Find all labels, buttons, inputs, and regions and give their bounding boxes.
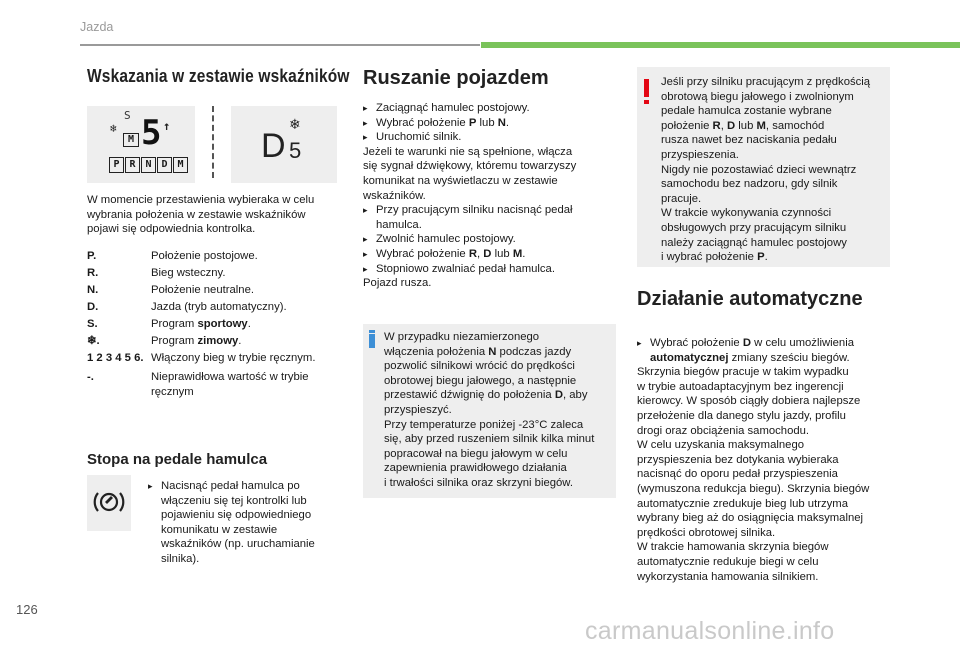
legend-row: -. Nieprawidłowa wartość w trybie ręcznym xyxy=(87,371,309,398)
bullet-icon: ▸ xyxy=(363,205,368,216)
bullet-icon: ▸ xyxy=(363,132,368,143)
warning-text: Jeśli przy silniku pracującym z prędkością obrotową biegu jałowego i zwolnionym pedale hamulca zostanie wybrane położenie R, D lub M, samochód rusza nawet bez naciskania pedału przyspieszenia. Nigdy nie pozostawiać dzieci wewnątrz samochodu bez nadzoru, gdy silnik pracuje. W trakcie wykonywania czynności obsługowych przy pracującym silniku należy zaciągnąć hamulec postojowy i wybrać położenie P. xyxy=(661,76,871,264)
bullet-icon: ▸ xyxy=(363,117,368,128)
automatic-text: ▸ Wybrać położenie D w celu umożliwienia automatycznej zmiany sześciu biegów. Skrzynia biegów pracuje w takim wypadku w trybie autoadaptacyjnym bez ingerencji kierowcy. W sposób ciągły dobiera najlepsze przełożenie dla danego stylu jazdy, profilu drogi oraz obciążenia samochodu. W celu uzyskania maksymalnego przyspieszenia bez dotykania wybieraka nacisnąć do oporu pedał przyspieszenia (wymuszona redukcja biegu). Skrzynia biegów automatycznie zredukuje bieg lub utrzyma wybrany bieg aż do osiągnięcia maksymalnej prędkości obrotowej silnika. W trakcie hamowania skrzynia biegów automatycznie redukuje biegi w celu wykorzystania hamowania silnikiem. xyxy=(637,337,870,583)
upshift-arrow-icon: ↑ xyxy=(163,119,171,133)
brake-indicator-panel xyxy=(87,475,131,531)
bullet-icon: ▸ xyxy=(363,234,368,245)
section-label: Jazda xyxy=(80,20,114,34)
info-text: W przypadku niezamierzonego włączenia położenia N podczas jazdy pozwolić silnikowi wrócić do prędkości obrotowej biegu jałowego, a następnie przestawić dźwignię do położenia D, aby przyspieszyć. Przy temperaturze poniżej -23°C zaleca się, aby przed ruszeniem silnik kilka minut popracował na biegu jałowym w celu zapewnienia prawidłowego działania i trwałości silnika oraz skrzyni biegów. xyxy=(384,331,595,489)
header-divider xyxy=(80,44,480,46)
gear-letter: N xyxy=(141,157,156,173)
snowflake-icon: ❄ xyxy=(110,122,117,135)
brake-instructions: ▸ Nacisnąć pedał hamulca po włączeniu się tej kontrolki lub pojawieniu się odpowiedniego komunikatu w zestawie wskaźników (np. uruchamianie silnika). xyxy=(148,480,315,565)
drive-gear-digit: 5 xyxy=(289,138,302,163)
section-title-indicators: Wskazania w zestawie wskaźników xyxy=(87,66,350,86)
watermark: carmanualsonline.info xyxy=(585,617,835,645)
drive-letter: D xyxy=(261,127,286,165)
starting-steps: ▸ Zaciągnąć hamulec postojowy. ▸ Wybrać położenie P lub N. ▸ Uruchomić silnik. Jeżeli te warunki nie są spełnione, włącza się sygnał dźwiękowy, któremu towarzyszy komunikat na wyświetlaczu w zestawie wskaźników. ▸ Przy pracującym silniku nacisnąć pedał hamulca. ▸ Zwolnić hamulec postojowy. ▸ Wybrać położenie R, D lub M. ▸ Stopniowo zwalniać pedał hamulca. Pojazd rusza. xyxy=(363,102,577,290)
info-icon xyxy=(369,334,375,348)
gear-letter-row xyxy=(109,157,188,173)
manual-mode-box: M xyxy=(123,133,139,147)
bullet-icon: ▸ xyxy=(363,263,368,274)
bullet-icon: ▸ xyxy=(637,338,642,348)
warning-box xyxy=(637,67,890,267)
gear-letter: M xyxy=(173,157,188,173)
bullet-icon: ▸ xyxy=(363,103,368,113)
gear-letter: D xyxy=(157,157,172,173)
bullet-icon: ▸ xyxy=(363,248,368,259)
gear-digit: 5 xyxy=(141,113,162,153)
brake-pedal-warning-icon xyxy=(87,475,131,531)
intro-paragraph: W momencie przestawienia wybieraka w celu wybrania położenia w zestawie wskaźników pojawi się odpowiednia kontrolka. xyxy=(87,194,315,236)
section-title-brake: Stopa na pedale hamulca xyxy=(87,451,268,468)
sport-mode-letter: S xyxy=(124,109,131,122)
section-title-starting: Ruszanie pojazdem xyxy=(363,67,549,89)
gear-display-panel xyxy=(87,106,195,183)
snowflake-icon: ❄ xyxy=(289,116,301,132)
gear-letter: R xyxy=(125,157,140,173)
info-box xyxy=(363,324,616,498)
bullet-icon: ▸ xyxy=(148,481,153,491)
page-number: 126 xyxy=(16,602,38,617)
section-title-automatic: Działanie automatyczne xyxy=(637,288,863,310)
display-separator xyxy=(212,106,214,178)
header-accent-bar xyxy=(481,42,960,48)
warning-icon xyxy=(644,79,649,97)
gear-letter: P xyxy=(109,157,124,173)
drive-display-panel xyxy=(231,106,337,183)
